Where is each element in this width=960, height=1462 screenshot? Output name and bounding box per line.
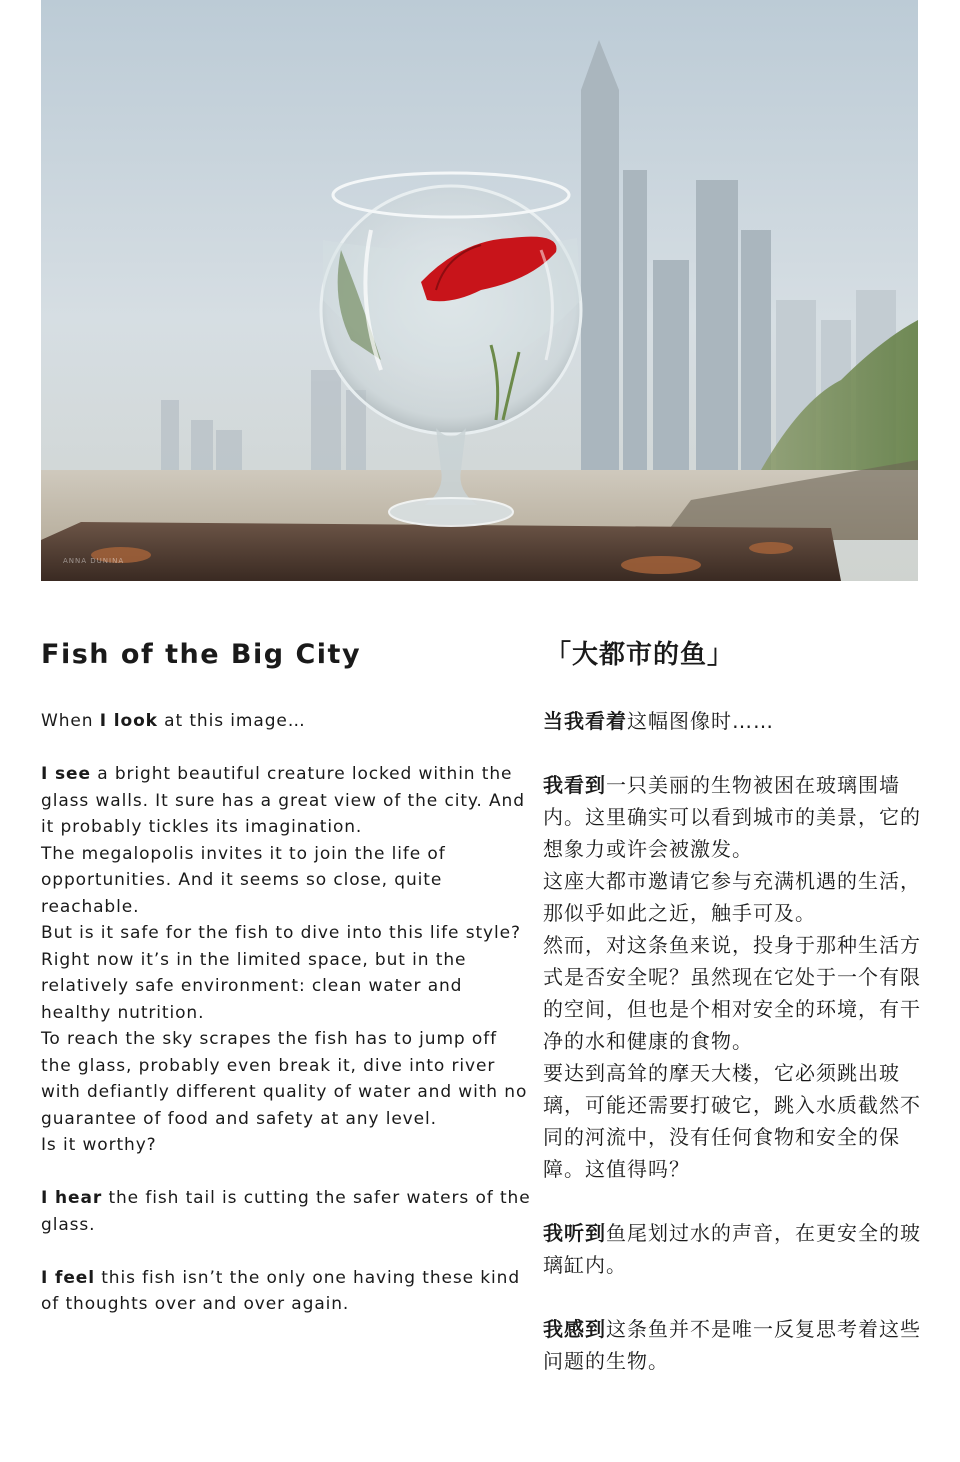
chinese-paragraph-reach-sky: 要达到高耸的摩天大楼，它必须跳出玻璃，可能还需要打破它，跳入水质截然不同的河流中，没有任何食物和安全的保障。这值得吗？ [543,1061,921,1181]
english-paragraph-look: When I look at this image… [41,711,306,731]
chinese-paragraph-hear: 我听到鱼尾划过水的声音，在更安全的玻璃缸内。 [543,1221,921,1277]
chinese-paragraph-feel: 我感到这条鱼并不是唯一反复思考着这些问题的生物。 [543,1317,921,1373]
chinese-column [543,630,923,1377]
english-body [41,708,531,1318]
chinese-paragraph-megalopolis: 这座大都市邀请它参与充满机遇的生活，那似乎如此之近，触手可及。 [543,869,921,925]
english-paragraph-hear: I hear the fish tail is cutting the safer waters of the glass. [41,1188,531,1235]
english-paragraph-see: I see a bright beautiful creature locked within the glass walls. It sure has a great view of the city. And it probably tickles its imagination. [41,764,525,837]
chinese-paragraph-look: 当我看着这幅图像时…… [543,709,774,733]
chinese-title: 「大都市的鱼」 [545,640,735,670]
english-paragraph-worthy: Is it worthy? [41,1135,157,1155]
english-title: Fish of the Big City [41,639,362,670]
chinese-paragraph-safe: 然而，对这条鱼来说，投身于那种生活方式是否安全呢？虽然现在它处于一个有限的空间，但也是个相对安全的环境，有干净的水和健康的食物。 [543,933,921,1053]
english-paragraph-limited-space: Right now it’s in the limited space, but in the relatively safe environment: clean water and healthy nutrition. [41,949,467,1023]
english-paragraph-feel: I feel this fish isn’t the only one having these kind of thoughts over and over again. [41,1267,521,1314]
english-paragraph-reach-sky: To reach the sky scrapes the fish has to jump off the glass, probably even break it, dive into river with defiantly different quality of water and with no guarantee of food and safety at any level. [41,1029,528,1129]
hero-photo [41,0,918,581]
english-paragraph-megalopolis: The megalopolis invites it to join the life of opportunities. And it seems so close, quite reachable. [41,843,446,917]
chinese-body [543,705,923,1377]
fish-in-glass-illustration [41,0,918,581]
english-paragraph-safe: But is it safe for the fish to dive into this life style? [41,923,521,943]
chinese-paragraph-see: 我看到一只美丽的生物被困在玻璃围墙内。这里确实可以看到城市的美景，它的想象力或许会被激发。 [543,773,921,861]
english-column [41,630,531,1318]
photo-credit: ANNA DUNINA [63,557,125,565]
